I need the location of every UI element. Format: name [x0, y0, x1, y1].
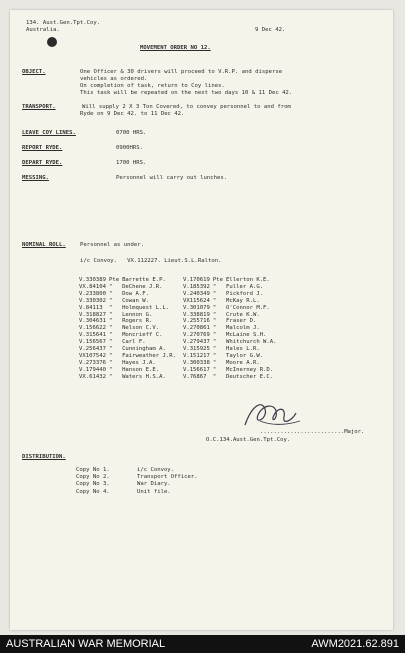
roll-cell: " — [108, 346, 113, 353]
roll-cell: Cunningham A. — [122, 346, 166, 353]
copy-number: Copy No 3. — [76, 481, 110, 488]
order-date: 9 Dec 42. — [255, 27, 286, 33]
roll-cell: " — [108, 352, 113, 359]
copy-recipient: i/c Convoy. — [137, 467, 175, 473]
roll-row — [79, 353, 280, 360]
roll-cell: V.315641 — [79, 332, 106, 339]
roll-cell: " — [212, 366, 217, 373]
nominal-roll-intro: Personnel as under. — [80, 242, 144, 248]
roll-cell: VX.61432 — [79, 373, 106, 380]
roll-cell: V.330302 — [79, 297, 106, 304]
roll-cell: " — [212, 297, 217, 304]
roll-cell: Cowan W. — [122, 297, 150, 304]
roll-cell: Hanson E.E. — [122, 366, 160, 373]
roll-cell: " — [212, 290, 217, 297]
roll-cell: " — [212, 311, 217, 318]
roll-cell: Holmquest L.L. — [122, 304, 170, 311]
signature-line: .........................Major. — [260, 429, 365, 435]
archive-name: AUSTRALIAN WAR MEMORIAL — [6, 638, 166, 650]
roll-cell: " — [108, 290, 113, 297]
roll-cell: " — [212, 339, 217, 346]
roll-cell: Hales L.R. — [226, 346, 260, 353]
object-line-1: One Officer & 30 drivers will proceed to V.R.P. and disperse — [80, 69, 283, 75]
roll-cell: Fraser D. — [226, 318, 257, 325]
roll-cell: " — [212, 352, 217, 359]
roll-cell: " — [212, 283, 217, 290]
transport-line-1: Will supply 2 X 3 Ton Covered, to convey personnel to and from — [82, 104, 291, 110]
roll-cell: " — [108, 304, 113, 311]
roll-cell: V.301079 — [182, 304, 210, 311]
punch-hole — [47, 37, 57, 47]
roll-cell: " — [108, 318, 113, 325]
copy-recipient: Unit file. — [137, 488, 171, 495]
copy-recipient: War Diary. — [137, 481, 171, 488]
roll-cell: " — [212, 325, 217, 332]
roll-row — [79, 332, 280, 339]
roll-row — [79, 277, 280, 284]
roll-cell: V.151217 — [182, 352, 210, 359]
unit-line-2: Australia. — [26, 27, 60, 33]
roll-cell: VX107542 — [79, 352, 106, 359]
roll-cell: Fairweather J.R. — [122, 352, 176, 359]
roll-cell: " — [212, 346, 217, 353]
roll-cell: McLaine S.H. — [226, 332, 267, 339]
roll-cell: Nelson C.V. — [122, 325, 160, 332]
object-line-4: This task will be repeated on the next two days 10 & 11 Dec 42. — [80, 90, 293, 96]
object-label: OBJECT. — [22, 69, 46, 75]
roll-row — [79, 325, 280, 332]
roll-cell: Dow A.F. — [122, 290, 150, 297]
roll-cell: V.156567 — [79, 339, 106, 346]
roll-cell: V.179440 — [79, 366, 106, 373]
roll-cell: " — [108, 373, 113, 380]
order-title: MOVEMENT ORDER NO 12. — [140, 45, 211, 51]
roll-row — [79, 346, 280, 353]
object-line-3: On completion of task, return to Coy lines. — [80, 83, 225, 89]
depart-label: DEPART RYDE. — [22, 160, 63, 166]
report-text: 0900HRS. — [116, 145, 143, 151]
roll-cell: V.273376 — [79, 359, 106, 366]
roll-cell: " — [212, 373, 217, 380]
roll-cell: " — [108, 297, 113, 304]
roll-cell: V.156617 — [182, 366, 210, 373]
roll-cell: Taylor G.W. — [226, 352, 264, 359]
roll-cell: DeChene J.R. — [122, 283, 163, 290]
roll-cell: Deutscher E.C. — [226, 373, 274, 380]
roll-cell: VX.84104 — [79, 283, 106, 290]
roll-row — [79, 374, 280, 381]
roll-cell: V.84113 — [79, 304, 103, 311]
roll-cell: V.156622 — [79, 325, 106, 332]
roll-cell: V.255716 — [182, 318, 210, 325]
nominal-roll-label: NOMINAL ROLL. — [22, 242, 66, 248]
copy-number: Copy No 1. — [76, 467, 110, 473]
roll-cell: Barrette E.P. — [122, 277, 166, 283]
copy-number: Copy No 2. — [76, 474, 110, 481]
messing-label: MESSING. — [22, 175, 49, 181]
roll-cell: Moncrieff C. — [122, 332, 163, 339]
roll-cell: Whitchurch W.A. — [226, 339, 277, 346]
depart-text: 1700 HRS. — [116, 160, 147, 166]
roll-cell: Pte — [212, 277, 224, 283]
report-label: REPORT RYDE. — [22, 145, 63, 151]
roll-row — [79, 318, 280, 325]
roll-cell: Malcolm J. — [226, 325, 260, 332]
roll-cell: Pte — [108, 277, 120, 283]
roll-cell: V.300338 — [182, 359, 210, 366]
unit-line-1: 134. Aust.Gen.Tpt.Coy. — [26, 20, 101, 26]
transport-label: TRANSPORT. — [22, 104, 56, 110]
roll-cell: V.270861 — [182, 325, 210, 332]
roll-cell: McInerney R.D. — [226, 366, 274, 373]
roll-cell: V.185392 — [182, 283, 210, 290]
transport-line-2: Ryde on 9 Dec 42. to 11 Dec 42. — [80, 111, 185, 117]
distribution-label: DISTRIBUTION. — [22, 454, 66, 460]
leave-label: LEAVE COY LINES. — [22, 130, 76, 136]
leave-text: 0700 HRS. — [116, 130, 147, 136]
roll-row — [79, 284, 280, 291]
roll-row — [79, 298, 280, 305]
roll-cell: " — [108, 366, 113, 373]
roll-cell: Fuller A.G. — [226, 283, 264, 290]
roll-cell: V.338819 — [182, 311, 210, 318]
convoy-commander: i/c Convoy. VX.112227. Lieut.S.L.Ralton. — [80, 258, 222, 264]
roll-cell: " — [108, 339, 113, 346]
roll-cell: " — [108, 283, 113, 290]
messing-text: Personnel will carry out lunches. — [116, 175, 228, 181]
object-line-2: vehicles as ordered. — [80, 76, 148, 82]
copy-recipient: Transport Officer. — [137, 474, 198, 481]
roll-cell: Ellerton K.E. — [226, 277, 270, 283]
roll-cell: V.256437 — [79, 346, 106, 353]
roll-cell: V.240349 — [182, 290, 210, 297]
roll-cell: " — [212, 304, 217, 311]
roll-cell: V.270769 — [182, 332, 210, 339]
roll-cell: V.315925 — [182, 346, 210, 353]
roll-row — [79, 339, 280, 346]
signature-block: O.C.134.Aust.Gen.Tpt.Coy. — [206, 437, 291, 443]
roll-row — [79, 367, 280, 374]
footer-bar — [0, 635, 405, 653]
roll-row — [79, 291, 280, 298]
roll-row — [79, 360, 280, 367]
roll-cell: VX115624 — [182, 297, 210, 304]
roll-cell: " — [108, 332, 113, 339]
roll-cell: V.330389 — [79, 277, 106, 283]
roll-cell: V.279437 — [182, 339, 210, 346]
roll-cell: Moore A.R. — [226, 359, 260, 366]
roll-cell: V.304631 — [79, 318, 106, 325]
roll-cell: " — [212, 359, 217, 366]
roll-cell: Pickford J. — [226, 290, 264, 297]
roll-cell: Hayes J.A. — [122, 359, 156, 366]
roll-cell: " — [108, 311, 113, 318]
roll-cell: Crute K.W. — [226, 311, 260, 318]
accession-number: AWM2021.62.891 — [311, 638, 399, 650]
roll-row — [79, 312, 280, 319]
roll-cell: " — [108, 359, 113, 366]
roll-cell: Carl F. — [122, 339, 146, 346]
roll-row — [79, 305, 280, 312]
roll-cell: Lennon G. — [122, 311, 153, 318]
roll-cell: " — [212, 318, 217, 325]
roll-cell: Rogers R. — [122, 318, 153, 325]
roll-cell: O'Connor M.F. — [226, 304, 270, 311]
roll-cell: V.318827 — [79, 311, 106, 318]
roll-cell: V.170619 — [182, 277, 210, 283]
roll-cell: McKay R.L. — [226, 297, 260, 304]
copy-number: Copy No 4. — [76, 488, 110, 495]
roll-cell: V.233800 — [79, 290, 106, 297]
roll-cell: Waters H.S.A. — [122, 373, 166, 380]
signature — [240, 395, 310, 433]
roll-cell: V.76867 — [182, 373, 207, 380]
nominal-roll-table — [79, 277, 280, 381]
roll-cell: " — [108, 325, 113, 332]
roll-cell: " — [212, 332, 217, 339]
